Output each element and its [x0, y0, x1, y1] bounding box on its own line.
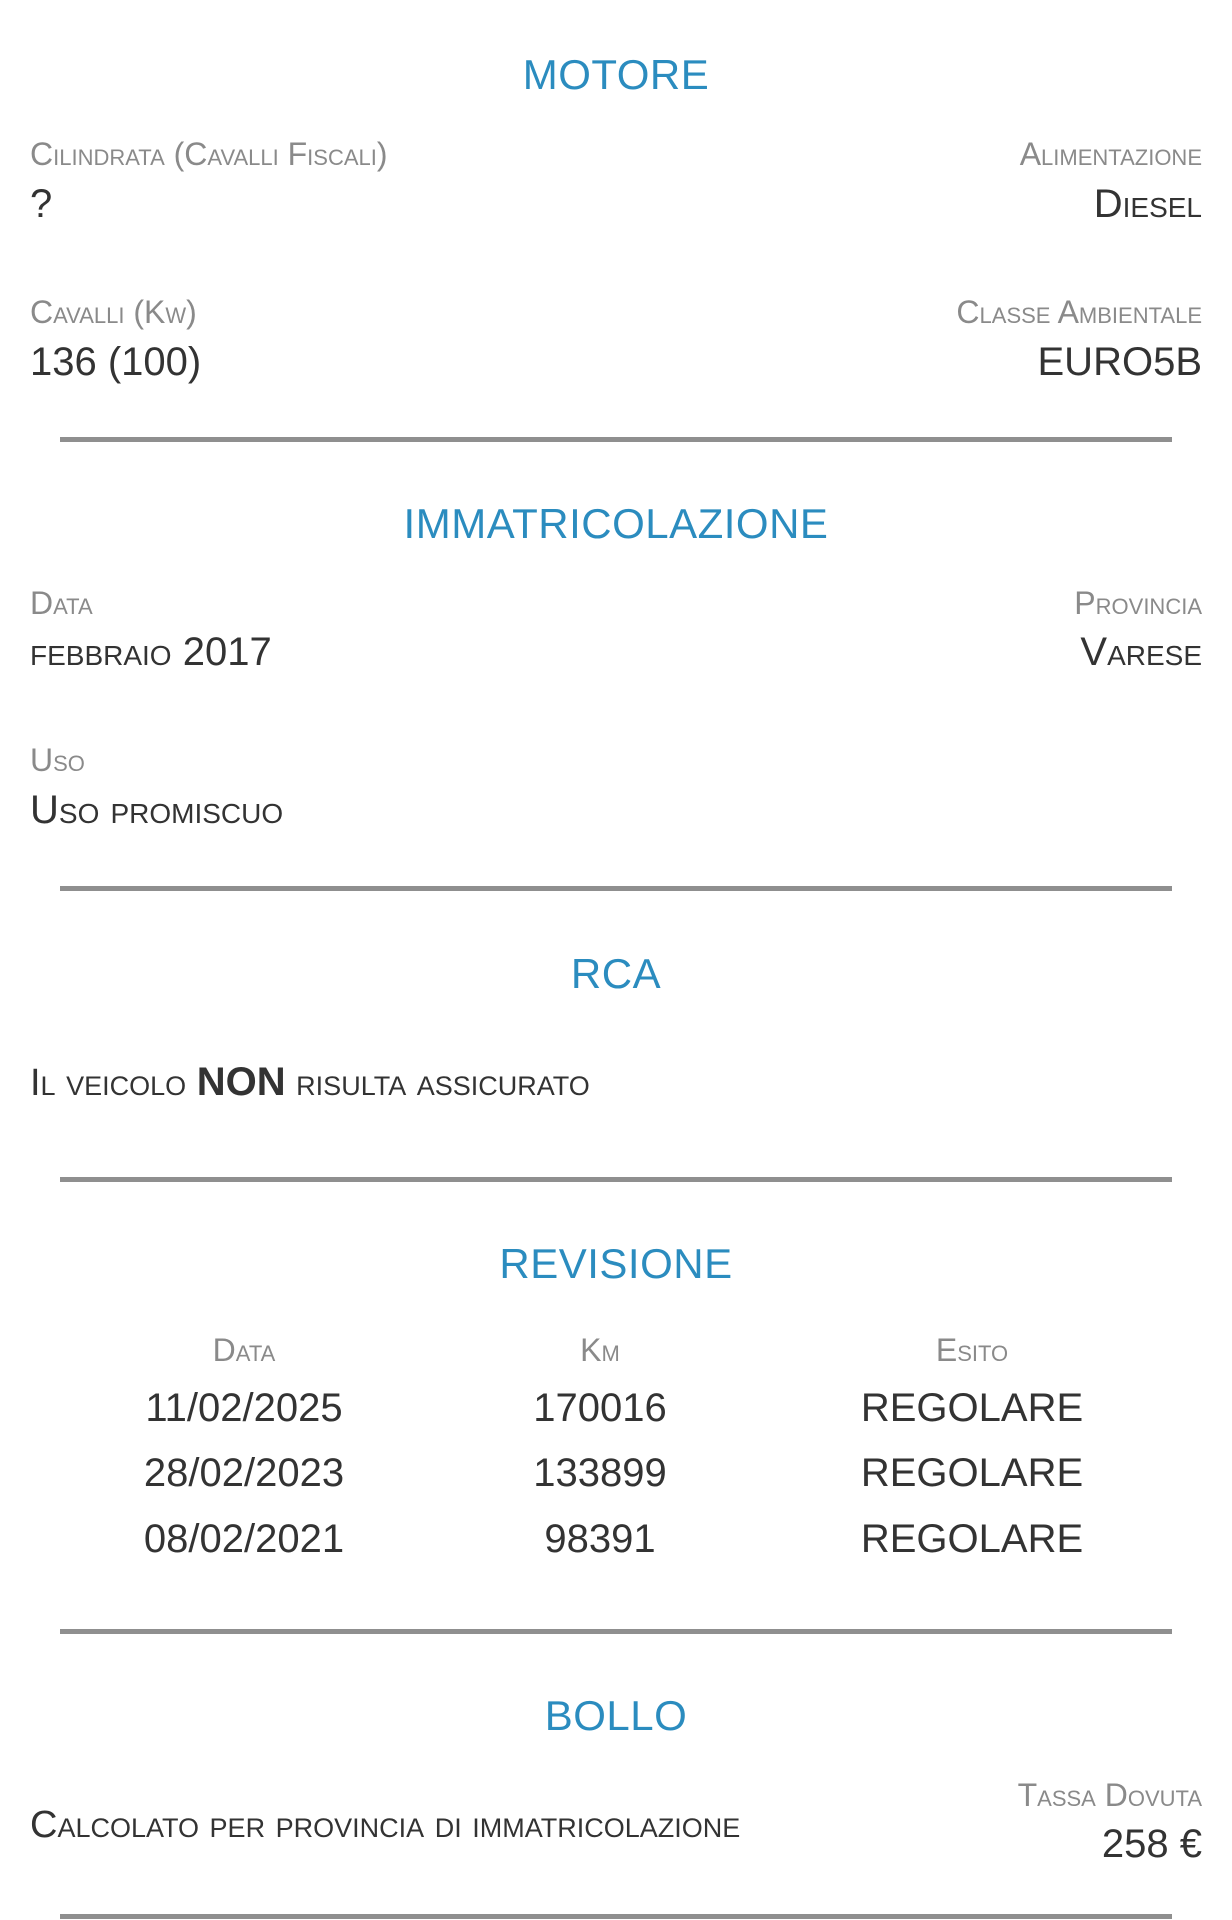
revisione-header-esito: Esito — [935, 1332, 1009, 1368]
provincia-label: Provincia — [1074, 585, 1202, 621]
classe-ambientale-label: Classe Ambientale — [956, 294, 1202, 330]
divider — [60, 1914, 1172, 1919]
revisione-km-cell: 170016 — [533, 1386, 667, 1430]
data-immatricolazione-value: febbraio 2017 — [30, 630, 272, 674]
revisione-data-cell: 08/02/2021 — [143, 1517, 345, 1561]
revisione-data-cell: 28/02/2023 — [143, 1451, 345, 1495]
tassa-dovuta-label: Tassa Dovuta — [1017, 1777, 1202, 1813]
provincia-value: Varese — [1080, 630, 1202, 674]
revisione-esito-cell: REGOLARE — [860, 1517, 1084, 1561]
revisione-header-km: Km — [580, 1332, 620, 1368]
tassa-dovuta-value: 258 € — [1101, 1822, 1202, 1866]
data-immatricolazione-label: Data — [30, 585, 93, 621]
section-title-revisione: REVISIONE — [499, 1240, 733, 1287]
cilindrata-label: Cilindrata (Cavalli Fiscali) — [30, 136, 388, 172]
cavalli-value: 136 (100) — [30, 340, 202, 384]
rca-text-before: Il veicolo — [30, 1062, 197, 1104]
uso-value: Uso promiscuo — [30, 788, 284, 832]
classe-ambientale-value: EURO5B — [1037, 340, 1202, 384]
rca-text-after: risulta assicurato — [285, 1062, 590, 1104]
alimentazione-label: Alimentazione — [1019, 136, 1202, 172]
section-title-bollo: BOLLO — [544, 1692, 688, 1739]
rca-text-bold: NON — [196, 1060, 286, 1104]
revisione-km-cell: 133899 — [533, 1451, 667, 1495]
divider — [60, 437, 1172, 442]
divider — [60, 1629, 1172, 1634]
section-title-motore: MOTORE — [522, 51, 710, 98]
revisione-data-cell: 11/02/2025 — [145, 1386, 343, 1430]
divider — [60, 886, 1172, 891]
uso-label: Uso — [30, 742, 85, 778]
revisione-km-cell: 98391 — [544, 1517, 656, 1561]
revisione-esito-cell: REGOLARE — [860, 1451, 1084, 1495]
rca-status-text — [30, 1062, 590, 1102]
cilindrata-value: ? — [30, 182, 53, 226]
section-title-immatricolazione: IMMATRICOLAZIONE — [403, 500, 829, 547]
alimentazione-value: Diesel — [1093, 182, 1202, 226]
divider — [60, 1177, 1172, 1182]
bollo-description: Calcolato per provincia di immatricolazione — [30, 1804, 741, 1846]
cavalli-label: Cavalli (Kw) — [30, 294, 197, 330]
revisione-header-data: Data — [212, 1332, 276, 1368]
revisione-esito-cell: REGOLARE — [860, 1386, 1084, 1430]
section-title-rca: RCA — [570, 950, 662, 997]
